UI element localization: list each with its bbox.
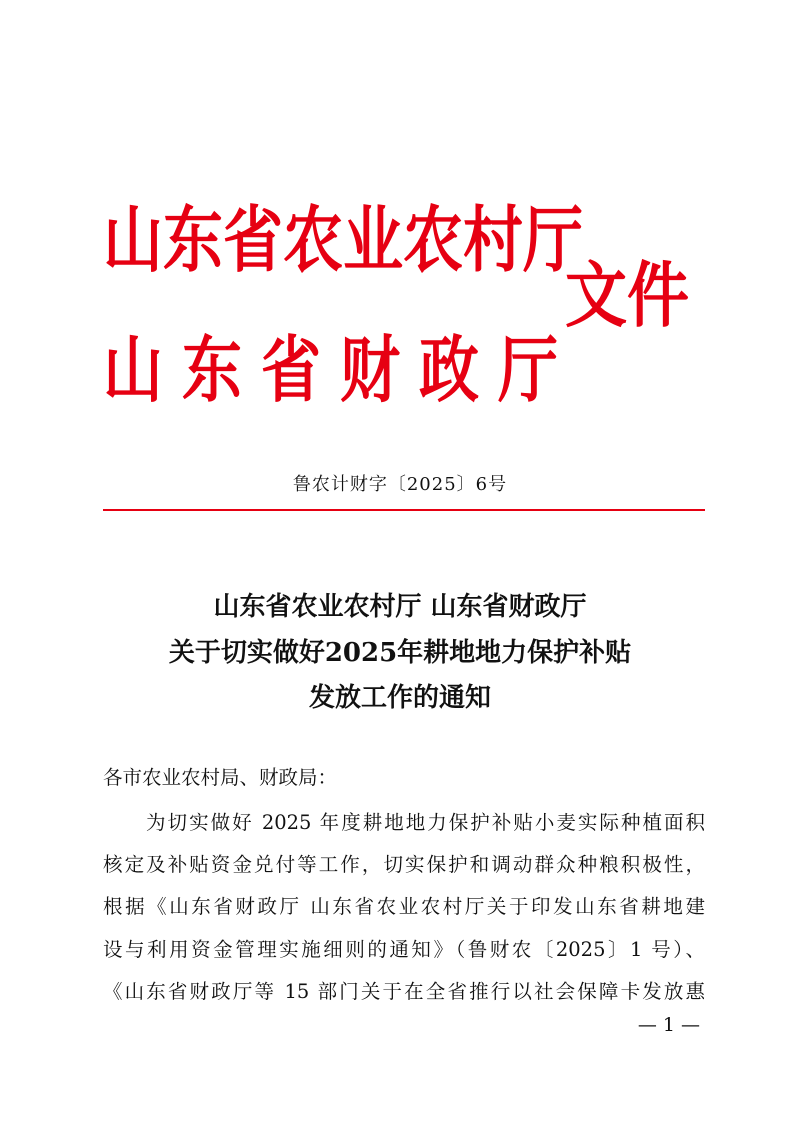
body-line: 核定及补贴资金兑付等工作，切实保护和调动群众种粮积极性， (103, 853, 705, 876)
header-org-finance: 山东省财政厅 (103, 328, 558, 413)
title-line-1: 山东省农业农村厅 山东省财政厅 (213, 592, 587, 622)
salutation: 各市农业农村局、财政局： (103, 766, 338, 789)
header-document-label: 文件 (565, 253, 690, 338)
body-line: 根据《山东省财政厅 山东省农业农村厅关于印发山东省耕地建 (103, 895, 705, 918)
title-line-2: 关于切实做好2025年耕地地力保护补贴 (168, 638, 632, 668)
title-line-3: 发放工作的通知 (308, 683, 491, 713)
document-number: 鲁农计财字〔2025〕6号 (292, 474, 508, 495)
header-org-agriculture: 山东省农业农村厅 (103, 198, 583, 283)
body-line: 为切实做好 2025 年度耕地地力保护补贴小麦实际种植面积 (103, 811, 705, 834)
body-line: 《山东省财政厅等 15 部门关于在全省推行以社会保障卡发放惠 (103, 980, 705, 1003)
red-divider (103, 509, 705, 511)
page-number: — 1 — (637, 1014, 700, 1036)
body-line: 设与利用资金管理实施细则的通知》（鲁财农〔2025〕1 号）、 (103, 938, 705, 961)
